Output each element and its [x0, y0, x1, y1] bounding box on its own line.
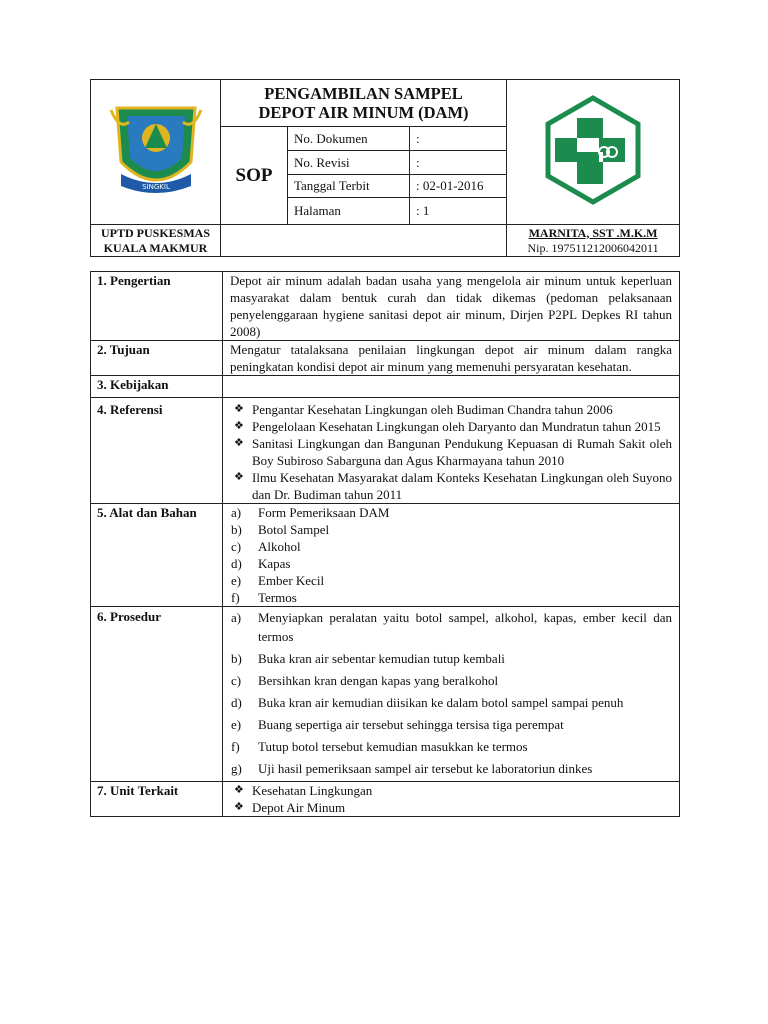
diamond-bullet-icon: ❖	[234, 784, 244, 796]
diamond-bullet-icon: ❖	[234, 471, 244, 483]
section-label-prosedur: 6. Prosedur	[91, 607, 223, 782]
diamond-bullet-icon: ❖	[234, 420, 244, 432]
meta-value-page: : 1	[410, 198, 507, 225]
list-item: a) Menyiapkan peralatan yaitu botol sampel, alkohol, kapas, ember kecil dan termos	[231, 610, 672, 644]
list-item: e) Ember Kecil	[231, 573, 325, 588]
diamond-bullet-icon: ❖	[234, 437, 244, 449]
section-list-unit-terkait	[223, 782, 680, 817]
diamond-bullet-icon: ❖	[234, 403, 244, 415]
list-item: g) Uji hasil pemeriksaan sampel air tersebut ke laboratoriun dinkes	[231, 761, 593, 776]
logo-text: SINGKIL	[141, 182, 170, 191]
health-cross-logo	[537, 94, 649, 206]
document-title	[221, 80, 507, 127]
list-item: f) Tutup botol tersebut kemudian masukkan ke termos	[231, 739, 528, 754]
list-item: b) Botol Sampel	[231, 522, 330, 537]
sop-content-table	[90, 271, 680, 817]
list-item: f) Termos	[231, 590, 297, 605]
section-label-tujuan: 2. Tujuan	[91, 341, 223, 376]
list-item: d) Kapas	[231, 556, 291, 571]
sop-label: SOP	[221, 127, 288, 225]
unit-line-1: UPTD PUSKESMAS	[100, 225, 210, 240]
title-line-1: PENGAMBILAN SAMPEL	[264, 84, 463, 103]
sop-header-table	[90, 79, 680, 257]
meta-label-revision: No. Revisi	[288, 151, 410, 175]
meta-label-page: Halaman	[288, 198, 410, 225]
regency-logo-cell	[91, 80, 221, 225]
list-item: ❖ Sanitasi Lingkungan dan Bangunan Pendukung Kepuasan di Rumah Sakit oleh Boy Subiroso Sabarguna dan Agus Kharmayana tahun 2010	[234, 436, 672, 468]
meta-value-revision: :	[410, 151, 507, 175]
unit-name	[91, 225, 221, 257]
list-item: c) Bersihkan kran dengan kapas yang beralkohol	[231, 673, 499, 688]
signatory	[507, 225, 680, 257]
section-text-tujuan: Mengatur tatalaksana penilaian lingkungan depot air minum dalam rangka peningkatan kondisi depot air minum yang memenuhi persyaratan kesehatan.	[223, 341, 680, 376]
list-item: c) Alkohol	[231, 539, 301, 554]
section-list-prosedur	[223, 607, 680, 782]
section-label-alat-bahan: 5. Alat dan Bahan	[91, 504, 223, 607]
section-label-kebijakan: 3. Kebijakan	[91, 376, 223, 398]
unit-line-2: KUALA MAKMUR	[103, 240, 208, 255]
footer-empty-cell	[221, 225, 507, 257]
section-text-pengertian: Depot air minum adalah badan usaha yang mengelola air minum untuk keperluan masyarakat dalam bentuk curah dan tidak dikemas (pedoman pelaksanaan penyelenggaraan hygiene sanitasi depot air minum, Dirjen P2PL Depkes RI tahun 2008)	[223, 272, 680, 341]
signatory-name: MARNITA, SST .M.K.M	[528, 225, 658, 240]
list-item: d) Buka kran air kemudian diisikan ke dalam botol sampel sampai penuh	[231, 695, 624, 710]
meta-value-document-number: :	[410, 127, 507, 151]
list-item: ❖ Pengelolaan Kesehatan Lingkungan oleh Daryanto dan Mundratun tahun 2015	[234, 419, 661, 434]
regency-logo-emblem	[107, 100, 205, 200]
meta-label-document-number: No. Dokumen	[288, 127, 410, 151]
diamond-bullet-icon: ❖	[234, 801, 244, 813]
list-item: ❖ Depot Air Minum	[234, 800, 346, 815]
title-line-2: DEPOT AIR MINUM (DAM)	[258, 103, 469, 122]
section-label-pengertian: 1. Pengertian	[91, 272, 223, 341]
section-list-referensi	[223, 398, 680, 504]
section-list-alat-bahan	[223, 504, 680, 607]
section-text-kebijakan	[223, 376, 680, 398]
list-item: b) Buka kran air sebentar kemudian tutup kembali	[231, 651, 505, 666]
section-label-unit-terkait: 7. Unit Terkait	[91, 782, 223, 817]
meta-label-issue-date: Tanggal Terbit	[288, 175, 410, 198]
list-item: ❖ Kesehatan Lingkungan	[234, 783, 373, 798]
list-item: ❖ Pengantar Kesehatan Lingkungan oleh Budiman Chandra tahun 2006	[234, 402, 613, 417]
meta-value-issue-date: : 02-01-2016	[410, 175, 507, 198]
list-item: a) Form Pemeriksaan DAM	[231, 505, 390, 520]
health-logo-cell	[507, 80, 680, 225]
list-item: ❖ Ilmu Kesehatan Masyarakat dalam Konteks Kesehatan Lingkungan oleh Suyono dan Dr. Budiman tahun 2011	[234, 470, 672, 502]
signatory-nip: Nip. 197511212006042011	[527, 240, 659, 255]
section-label-referensi: 4. Referensi	[91, 398, 223, 504]
list-item: e) Buang sepertiga air tersebut sehingga tersisa tiga perempat	[231, 717, 564, 732]
